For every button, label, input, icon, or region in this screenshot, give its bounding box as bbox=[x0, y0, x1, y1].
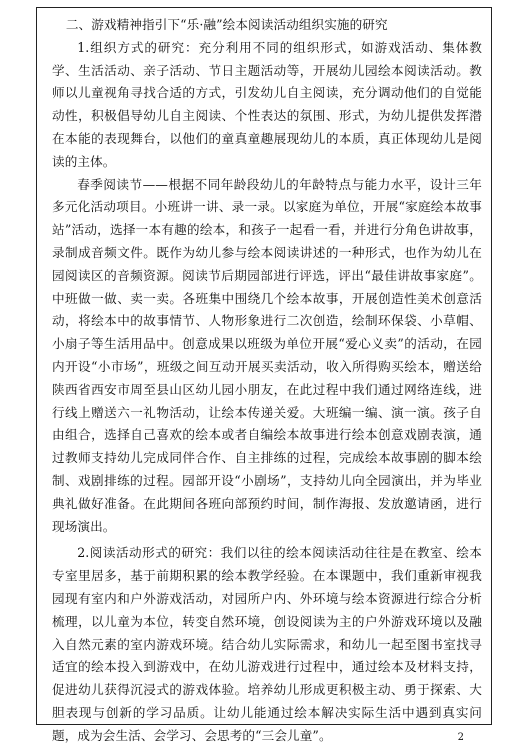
paragraph-activity-forms: 2.阅读活动形式的研究：我们以往的绘本阅读活动往往是在教室、绘本专室里居多，基于前期积累的绘本教学经验。在本课题中，我们重新审视我园现有室内和户外游戏活动，对园所户内、外环境与绘本资源进行综合分析梳理，以儿童为本位，转变自然环境，创设阅读为主的户外游戏环境以及融入自然元素的室内游戏环境。结合幼儿实际需求，和幼儿一起至图书室找寻适宜的绘本投入到游戏中，在幼儿游戏进行过程中，通过绘本及材料支持，促进幼儿获得沉浸式的游戏体验。培养幼儿形成更积极主动、勇于探索、大胆表现与创新的学习品质。让幼儿能通过绘本解决实际生活中遇到真实问题，成为会生活、会学习、会思考的“三会儿童”。 bbox=[52, 545, 482, 743]
paragraph-organization: 1.组织方式的研究：充分利用不同的组织形式，如游戏活动、集体教学、生活活动、亲子活动、节日主题活动等，开展幼儿园绘本阅读活动。教师以儿童视角寻找合适的方式，引发幼儿自主阅读，充分调动他们的自觉能动性，积极倡导幼儿自主阅读、个性表达的氛围、形式，为幼儿提供发挥潜在本能的表现舞台，以他们的童真童趣展现幼儿的本质，真正体现幼儿是阅读的主体。 bbox=[52, 39, 482, 169]
document-body bbox=[52, 14, 482, 748]
page-number: 2 bbox=[457, 732, 464, 743]
paragraph-spring-reading-festival: 春季阅读节——根据不同年龄段幼儿的年龄特点与能力水平，设计三年多元化活动项目。小班讲一讲、录一录。以家庭为单位，开展“家庭绘本故事站”活动，选择一本有趣的绘本，和孩子一起看一看，并进行分角色讲故事，录制成音频文件。既作为幼儿参与绘本阅读讲述的一种形式，也作为幼儿在园阅读区的音频资源。阅读节后期园部进行评选，评出“最佳讲故事家庭”。中班做一做、卖一卖。各班集中围绕几个绘本故事，开展创造性美术创意活动，将绘本中的故事情节、人物形象进行二次创造，绘制环保袋、小草帽、小扇子等生活用品中。创意成果以班级为单位开展“爱心义卖”的活动，在园内开设“小市场”，班级之间互动开展买卖活动，收入所得购买绘本，赠送给陕西省西安市周至县山区幼儿园小朋友，在此过程中我们通过网络连线，进行线上赠送六一礼物活动，让绘本传递关爱。大班编一编、演一演。孩子自由组合，选择自己喜欢的绘本或者自编绘本故事进行绘本创意戏剧表演，通过教师支持幼儿完成同伴合作、自主排练的过程，完成绘本故事剧的脚本绘制、戏剧排练的过程。园部开设“小剧场”，支持幼儿向全园演出，并为毕业典礼做好准备。在此期间各班向部预约时间，制作海报、发放邀请函，进行现场演出。 bbox=[52, 176, 482, 534]
section-heading: 二、游戏精神指引下“乐·融”绘本阅读活动组织实施的研究 bbox=[65, 17, 388, 32]
